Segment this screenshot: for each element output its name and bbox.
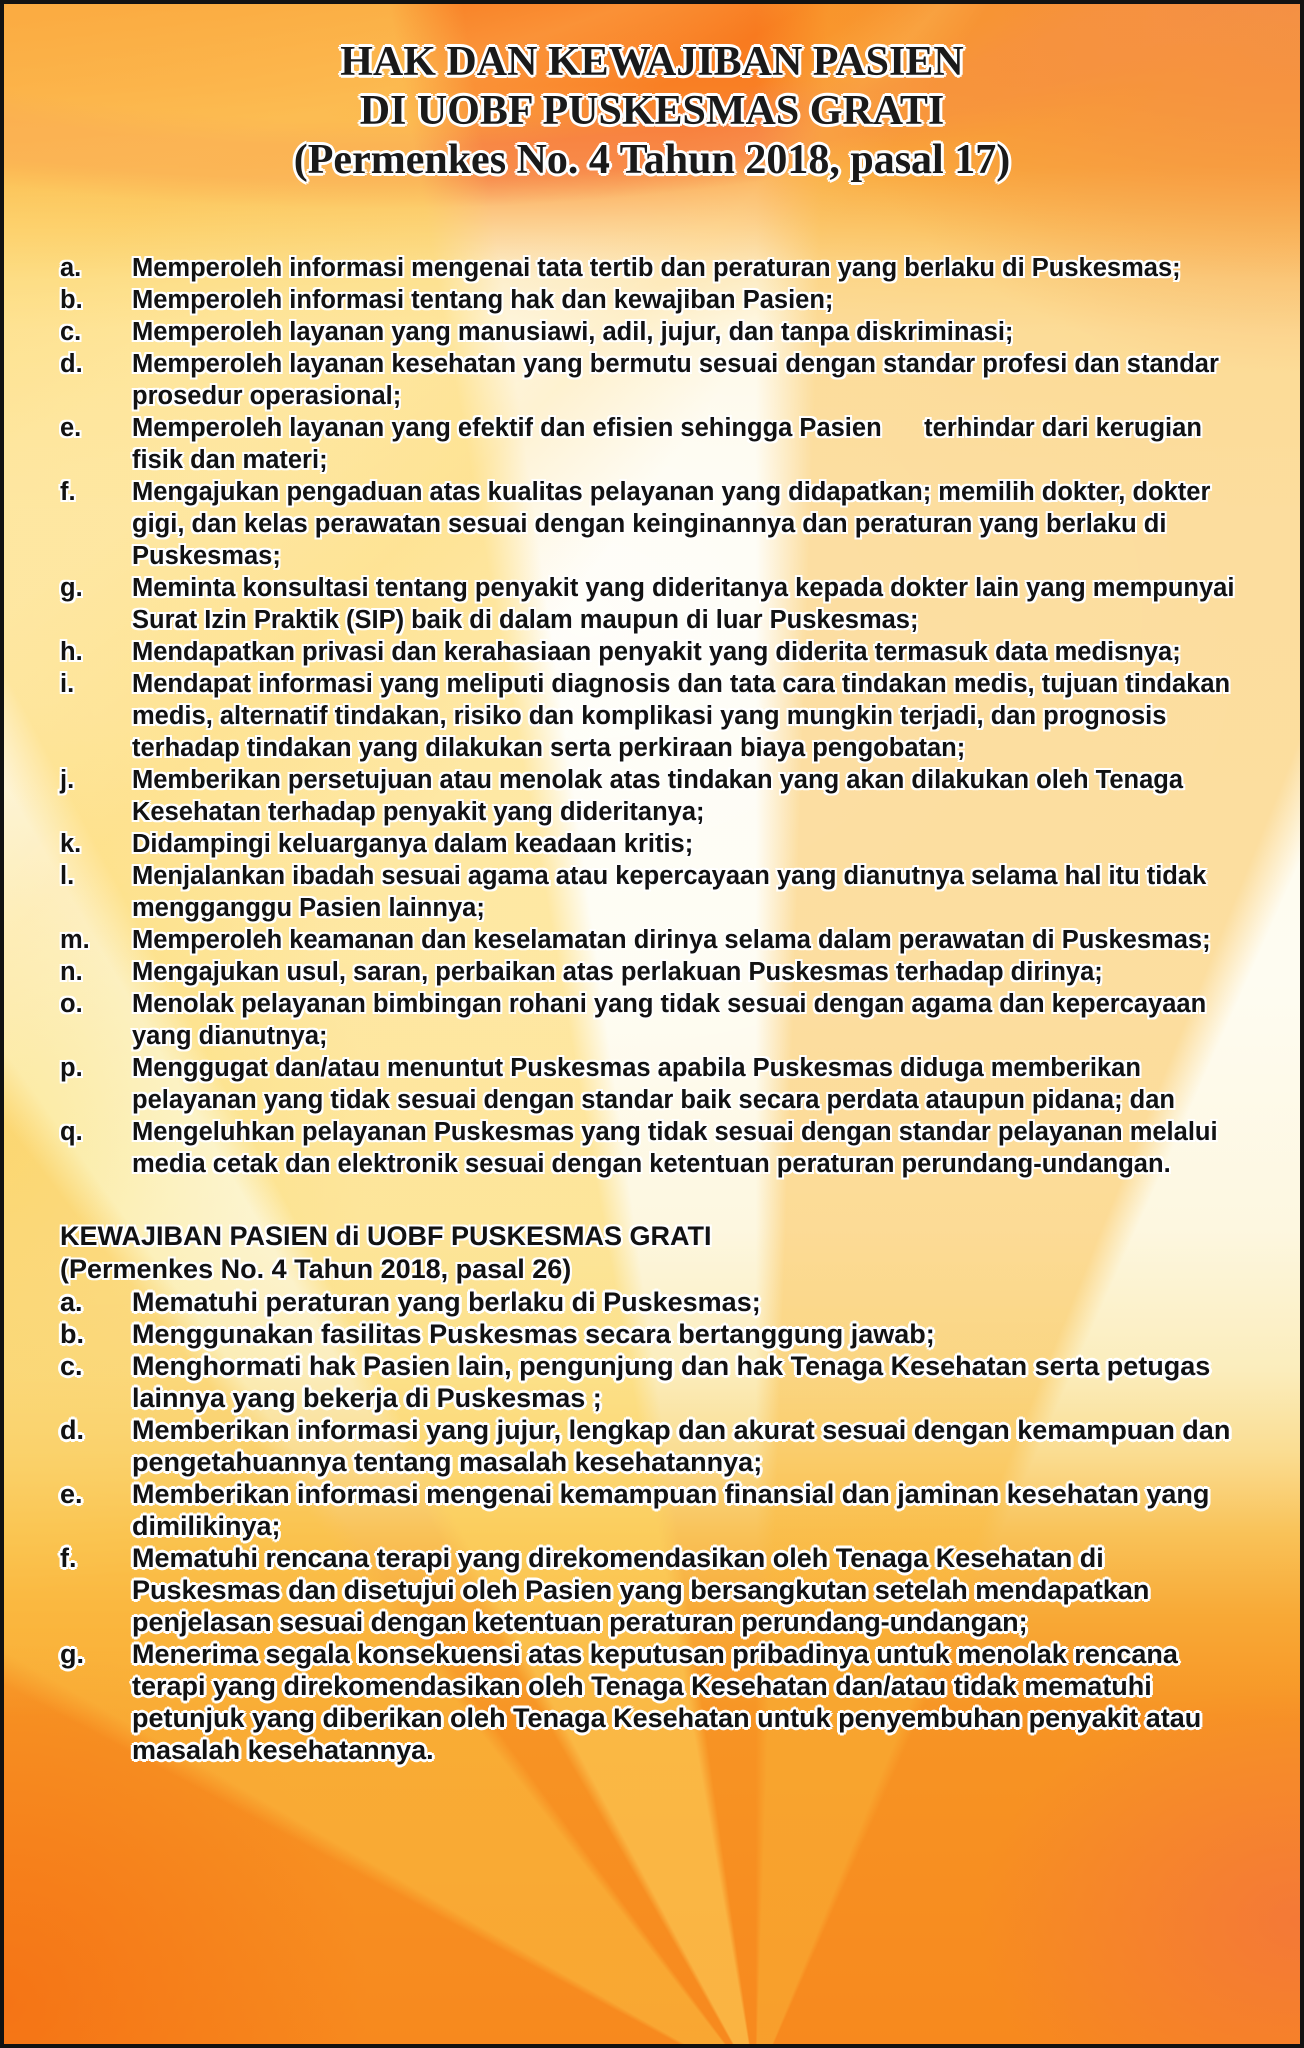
obligations-heading-line-1: KEWAJIBAN PASIEN di UOBF PUSKESMAS GRATI <box>60 1221 712 1251</box>
item-text: Menolak pelayanan bimbingan rohani yang tidak sesuai dengan agama dan kepercayaan yang dianutnya; <box>132 990 1214 1050</box>
item-text: Mengajukan pengaduan atas kualitas pelayanan yang didapatkan; memilih dokter, dokter gigi, dan kelas perawatan sesuai dengan keinginannya dan peraturan yang berlaku di Puskesmas; <box>132 478 1218 570</box>
item-letter: o. <box>60 990 83 1018</box>
obligations-list-item <box>60 1542 1272 1638</box>
item-letter: b. <box>60 1319 84 1349</box>
item-text: Menjalankan ibadah sesuai agama atau kepercayaan yang dianutnya selama hal itu tidak mengganggu Pasien lainnya; <box>132 862 1214 922</box>
rights-list-item <box>60 316 1272 348</box>
item-text: Didampingi keluarganya dalam keadaan kritis; <box>132 830 694 858</box>
item-letter: h. <box>60 638 83 666</box>
item-letter: a. <box>60 1287 83 1317</box>
poster-title <box>4 4 1300 185</box>
rights-list <box>60 252 1272 1180</box>
item-letter: d. <box>60 1415 84 1445</box>
item-letter: g. <box>60 1639 84 1669</box>
item-letter: j. <box>60 766 75 794</box>
item-letter: e. <box>60 414 82 442</box>
item-letter: i. <box>60 670 75 698</box>
item-letter: p. <box>60 1054 83 1082</box>
item-letter: e. <box>60 1479 83 1509</box>
rights-list-item <box>60 348 1272 412</box>
rights-list-item <box>60 636 1272 668</box>
item-text: Mematuhi peraturan yang berlaku di Puskesmas; <box>132 1287 761 1317</box>
rights-list-item <box>60 828 1272 860</box>
item-letter: k. <box>60 830 82 858</box>
obligations-list-item <box>60 1414 1272 1478</box>
obligations-list <box>60 1286 1272 1766</box>
rights-list-item <box>60 476 1272 572</box>
title-line-3: (Permenkes No. 4 Tahun 2018, pasal 17) <box>293 137 1011 183</box>
item-text: Menggugat dan/atau menuntut Puskesmas apabila Puskesmas diduga memberikan pelayanan yang tidak sesuai dengan standar baik secara perdata ataupun pidana; dan <box>132 1054 1175 1114</box>
item-text: Menerima segala konsekuensi atas keputusan pribadinya untuk menolak rencana terapi yang direkomendasikan oleh Tenaga Kesehatan dan/atau tidak mematuhi petunjuk yang diberikan oleh Tenaga Kesehatan untuk penyembuhan penyakit atau masalah kesehatannya. <box>132 1639 1209 1765</box>
rights-list-item <box>60 412 1272 476</box>
item-letter: c. <box>60 318 82 346</box>
obligations-list-item <box>60 1350 1272 1414</box>
item-text: Memperoleh layanan yang manusiawi, adil, jujur, dan tanpa diskriminasi; <box>132 318 1014 346</box>
obligations-heading-line-2: (Permenkes No. 4 Tahun 2018, pasal 26) <box>60 1254 572 1284</box>
item-text: Menghormati hak Pasien lain, pengunjung dan hak Tenaga Kesehatan serta petugas lainnya yang bekerja di Puskesmas ; <box>132 1351 1218 1413</box>
rights-list-item <box>60 284 1272 316</box>
item-letter: g. <box>60 574 83 602</box>
rights-list-item <box>60 924 1272 956</box>
item-text: Mendapat informasi yang meliputi diagnosis dan tata cara tindakan medis, tujuan tindakan medis, alternatif tindakan, risiko dan komplikasi yang mungkin terjadi, dan prognosis terhadap tindakan yang dilakukan serta perkiraan biaya pengobatan; <box>132 670 1238 762</box>
item-text: Memberikan informasi mengenai kemampuan finansial dan jaminan kesehatan yang dimilikinya; <box>132 1479 1217 1541</box>
item-letter: m. <box>60 926 90 954</box>
item-text: Memberikan informasi yang jujur, lengkap dan akurat sesuai dengan kemampuan dan pengetahuannya tentang masalah kesehatannya; <box>132 1415 1238 1477</box>
item-letter: c. <box>60 1351 83 1381</box>
obligations-list-item <box>60 1286 1272 1318</box>
obligations-list-item <box>60 1318 1272 1350</box>
item-letter: f. <box>60 478 76 506</box>
item-text: Meminta konsultasi tentang penyakit yang dideritanya kepada dokter lain yang mempunyai Surat Izin Praktik (SIP) baik di dalam maupun di luar Puskesmas; <box>132 574 1242 634</box>
rights-list-item <box>60 988 1272 1052</box>
title-line-1: HAK DAN KEWAJIBAN PASIEN <box>340 39 964 85</box>
obligations-list-item <box>60 1478 1272 1542</box>
item-text: Mengajukan usul, saran, perbaikan atas perlakuan Puskesmas terhadap dirinya; <box>132 958 1103 986</box>
item-text: Mengeluhkan pelayanan Puskesmas yang tidak sesuai dengan standar pelayanan melalui media cetak dan elektronik sesuai dengan ketentuan peraturan perundang-undangan. <box>132 1118 1225 1178</box>
rights-list-item <box>60 252 1272 284</box>
item-letter: l. <box>60 862 75 890</box>
item-letter: n. <box>60 958 83 986</box>
item-text: Memperoleh keamanan dan keselamatan dirinya selama dalam perawatan di Puskesmas; <box>132 926 1211 954</box>
obligations-heading <box>60 1220 1272 1286</box>
rights-list-item <box>60 1052 1272 1116</box>
item-text: Mematuhi rencana terapi yang direkomendasikan oleh Tenaga Kesehatan di Puskesmas dan disetujui oleh Pasien yang bersangkutan setelah mendapatkan penjelasan sesuai dengan ketentuan peraturan perundang-undangan; <box>132 1543 1157 1637</box>
item-text: Memperoleh informasi mengenai tata tertib dan peraturan yang berlaku di Puskesmas; <box>132 254 1181 282</box>
poster-body <box>60 252 1272 1766</box>
item-letter: f. <box>60 1543 77 1573</box>
rights-list-item <box>60 764 1272 828</box>
rights-list-item <box>60 572 1272 636</box>
item-text: Memberikan persetujuan atau menolak atas tindakan yang akan dilakukan oleh Tenaga Kesehatan terhadap penyakit yang dideritanya; <box>132 766 1191 826</box>
item-letter: a. <box>60 254 82 282</box>
item-text: Menggunakan fasilitas Puskesmas secara bertanggung jawab; <box>132 1319 935 1349</box>
rights-list-item <box>60 668 1272 764</box>
item-letter: b. <box>60 286 83 314</box>
item-letter: d. <box>60 350 83 378</box>
rights-list-item <box>60 956 1272 988</box>
item-text: Memperoleh layanan kesehatan yang bermutu sesuai dengan standar profesi dan standar prosedur operasional; <box>132 350 1226 410</box>
rights-list-item <box>60 1116 1272 1180</box>
rights-list-item <box>60 860 1272 924</box>
obligations-list-item <box>60 1638 1272 1766</box>
item-letter: q. <box>60 1118 83 1146</box>
item-text: Mendapatkan privasi dan kerahasiaan penyakit yang diderita termasuk data medisnya; <box>132 638 1181 666</box>
item-text: Memperoleh informasi tentang hak dan kewajiban Pasien; <box>132 286 834 314</box>
title-line-2: DI UOBF PUSKESMAS GRATI <box>359 88 945 134</box>
item-text: Memperoleh layanan yang efektif dan efisien sehingga Pasien terhindar dari kerugian fisik dan materi; <box>132 414 1209 474</box>
